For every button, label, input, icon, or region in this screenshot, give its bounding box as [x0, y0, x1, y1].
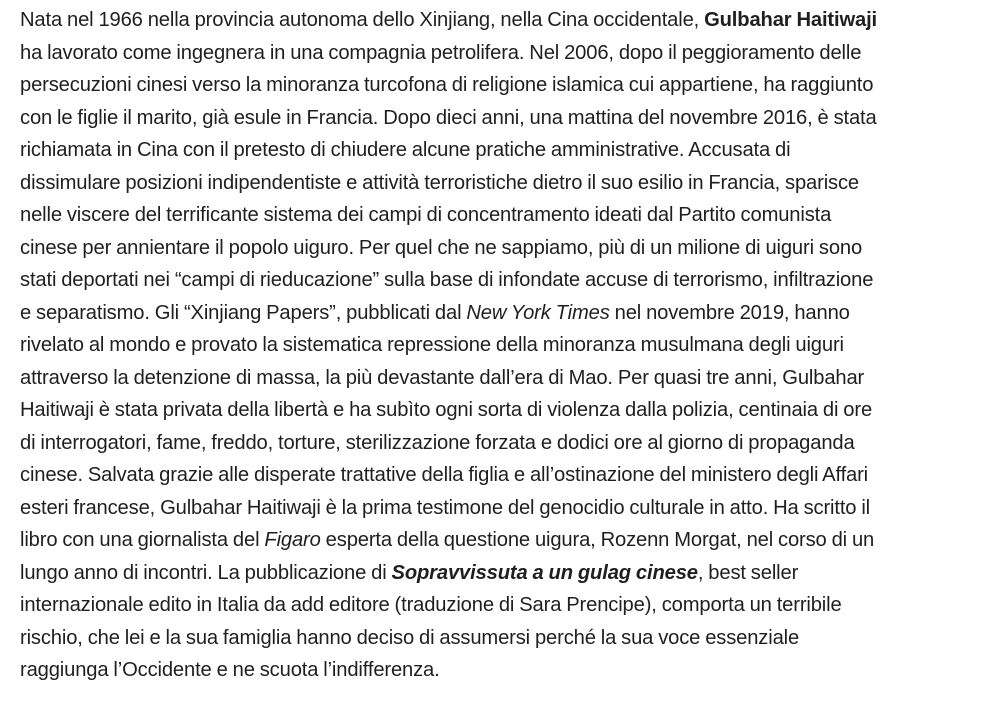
text-segment: esperta della questione uigura, Rozenn Morgat, nel corso di un [320, 529, 875, 551]
paragraph-line [20, 654, 990, 687]
text-segment: di interrogatori, fame, freddo, torture, sterilizzazione forzata e dodici ore al giorno di propaganda [20, 431, 855, 454]
paragraph-line [20, 329, 990, 362]
text-segment: con le figlie il marito, già esule in Francia. Dopo dieci anni, una mattina del novembre 2016, è stata [20, 106, 877, 129]
paragraph-line [20, 134, 990, 167]
paragraph-line [20, 622, 990, 655]
text-segment: nel novembre 2019, hanno [609, 301, 850, 324]
text-segment: richiamata in Cina con il pretesto di chiudere alcune pratiche amministrative. Accusata di [20, 139, 791, 161]
paragraph-line [20, 199, 990, 232]
paragraph-line [20, 557, 990, 590]
paragraph-line [20, 69, 990, 102]
paragraph-line [20, 589, 990, 622]
article-paragraph [20, 4, 990, 687]
paragraph-line [20, 394, 990, 427]
text-segment: rivelato al mondo e provato la sistematica repressione della minoranza musulmana degli uiguri [20, 334, 844, 356]
paragraph-line [20, 102, 990, 135]
text-segment: Nata nel 1966 nella provincia autonoma dello Xinjiang, nella Cina occidentale, [20, 9, 705, 31]
text-segment: attraverso la detenzione di massa, la più devastante dall’era di Mao. Per quasi tre anni, Gulbahar [20, 366, 865, 389]
text-segment: esteri francese, Gulbahar Haitiwaji è la prima testimone del genocidio culturale in atto. Ha scritto il [20, 496, 871, 519]
text-segment: cinese per annientare il popolo uiguro. Per quel che ne sappiamo, più di un milione di uiguri sono [20, 236, 863, 259]
text-segment: rischio, che lei e la sua famiglia hanno deciso di assumersi perché la sua voce essenziale [20, 626, 800, 649]
text-segment: internazionale edito in Italia da add editore (traduzione di Sara Prencipe), comporta un terribile [20, 594, 842, 616]
paragraph-line [20, 264, 990, 297]
paragraph-line [20, 297, 990, 330]
text-segment: Haitiwaji è stata privata della libertà e ha subìto ogni sorta di violenza dalla polizia, centinaia di ore [20, 399, 873, 421]
paragraph-line [20, 232, 990, 265]
paragraph-line [20, 524, 990, 557]
paragraph-line [20, 492, 990, 525]
newspaper-title: Figaro [264, 529, 321, 551]
paragraph-line [20, 362, 990, 395]
text-segment: nelle viscere del terrificante sistema dei campi di concentramento ideati dal Partito comunista [20, 204, 832, 226]
paragraph-line [20, 459, 990, 492]
paragraph-line [20, 167, 990, 200]
paragraph-line [20, 427, 990, 460]
text-segment: cinese. Salvata grazie alle disperate trattative della figlia e all’ostinazione del ministero degli Affari [20, 464, 869, 486]
newspaper-title: New York Times [466, 301, 610, 324]
paragraph-line [20, 37, 990, 70]
text-segment: e separatismo. Gli “Xinjiang Papers”, pubblicati dal [20, 301, 467, 324]
text-segment: raggiunga l’Occidente e ne scuota l’indifferenza. [20, 659, 440, 681]
text-segment: dissimulare posizioni indipendentiste e attività terroristiche dietro il suo esilio in Francia, sparisce [20, 171, 860, 194]
text-segment: persecuzioni cinesi verso la minoranza turcofona di religione islamica cui appartiene, ha raggiunto [20, 74, 874, 96]
author-name: Gulbahar Haitiwaji [704, 9, 877, 31]
text-segment: , best seller [697, 561, 799, 584]
paragraph-line [20, 4, 990, 37]
text-segment: ha lavorato come ingegnera in una compagnia petrolifera. Nel 2006, dopo il peggioramento delle [20, 41, 862, 64]
book-title: Sopravvissuta a un gulag cinese [391, 561, 698, 584]
text-segment: libro con una giornalista del [20, 529, 265, 551]
text-segment: stati deportati nei “campi di rieducazione” sulla base di infondate accuse di terrorismo, infiltrazione [20, 269, 874, 291]
text-segment: lungo anno di incontri. La pubblicazione di [20, 561, 392, 584]
